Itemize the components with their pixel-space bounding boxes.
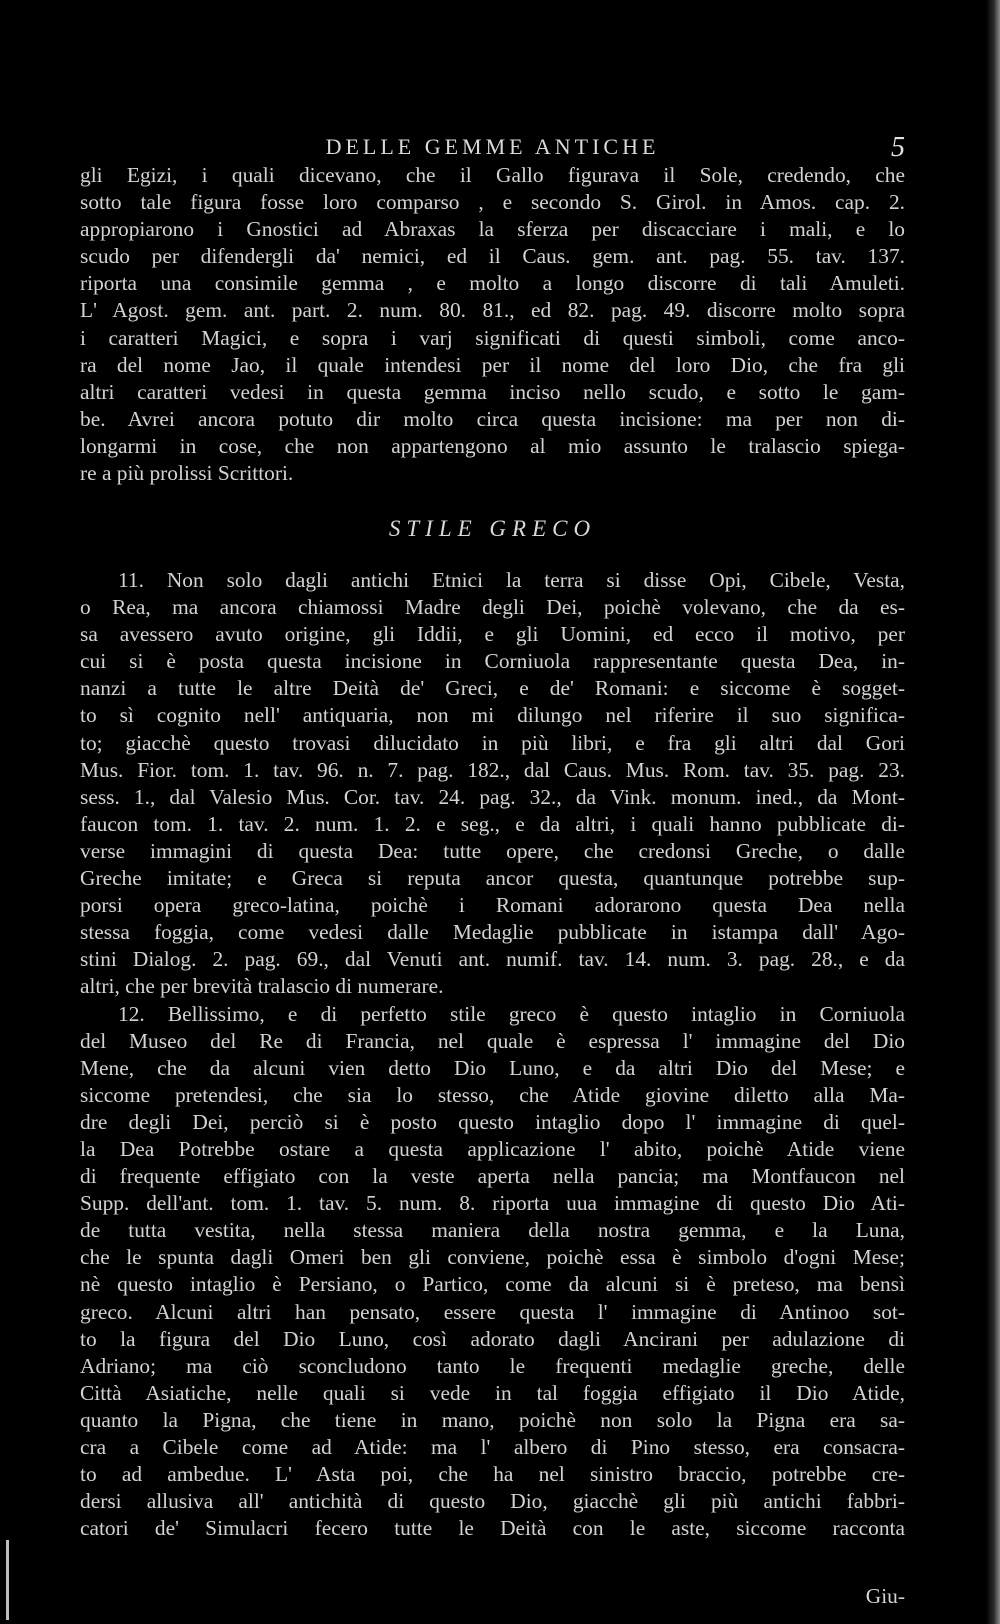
text-line: 11. Non solo dagli antichi Etnici la terra si disse Opi, Cibele, Vesta,	[118, 568, 905, 592]
text-line: sa avessero avuto origine, gli Iddii, e gli Uomini, ed ecco il motivo, per	[80, 622, 905, 647]
text-line: stessa foggia, come vedesi dalle Medaglie pubblicate in istampa dall' Ago-	[80, 920, 905, 945]
text-line: Mus. Fior. tom. 1. tav. 96. n. 7. pag. 182., dal Caus. Mus. Rom. tav. 35. pag. 23.	[80, 757, 905, 782]
text-line: to sì cognito nell' antiquaria, non mi dilungo nel riferire il suo significa-	[80, 703, 905, 728]
text-line: di frequente effigiato con la veste aperta nella pancia; ma Montfaucon nel	[80, 1164, 905, 1189]
section-heading: STILE GRECO	[388, 516, 597, 541]
text-line: stini Dialog. 2. pag. 69., dal Venuti ant. numif. tav. 14. num. 3. pag. 28., e da	[80, 947, 905, 972]
paragraph-block-2	[80, 567, 905, 1542]
text-line: quanto la Pigna, che tiene in mano, poichè non solo la Pigna era sa-	[80, 1407, 905, 1432]
catchword: Giu-	[865, 1584, 905, 1608]
text-line: porsi opera greco-latina, poichè i Romani adorarono questa Dea nella	[80, 893, 905, 918]
text-line: gli Egizi, i quali dicevano, che il Gallo figurava il Sole, credendo, che	[80, 163, 905, 187]
text-line: altri, che per brevità tralascio di numerare.	[80, 974, 444, 999]
paragraph-block-1	[80, 162, 905, 487]
text-line: o Rea, ma ancora chiamossi Madre degli Dei, poichè volevano, che da es-	[80, 595, 905, 620]
text-line: dre degli Dei, perciò si è posto questo intaglio dopo l' immagine di quel-	[80, 1109, 905, 1134]
text-line: Supp. dell'ant. tom. 1. tav. 5. num. 8. riporta uua immagine di questo Dio Ati-	[80, 1191, 905, 1216]
text-line: ra del nome Jao, il quale intendesi per il nome del loro Dio, che fra gli	[80, 352, 905, 377]
text-line: la Dea Potrebbe ostare a questa applicazione l' abito, poichè Atide viene	[80, 1136, 905, 1161]
text-line: greco. Alcuni altri han pensato, essere questa l' immagine di Antinoo sot-	[80, 1299, 905, 1324]
text-line: Città Asiatiche, nelle quali si vede in tal foggia effigiato il Dio Atide,	[80, 1380, 905, 1405]
page-edge-mark	[6, 1540, 9, 1620]
text-line: nanzi a tutte le altre Deità de' Greci, e de' Romani: e siccome è sogget-	[80, 676, 905, 701]
text-line: Mene, che da alcuni vien detto Dio Luno, e da altri Dio del Mese; e	[80, 1055, 905, 1080]
text-line: siccome pretendesi, che sia lo stesso, che Atide giovine diletto alla Ma-	[80, 1082, 905, 1107]
text-line: faucon tom. 1. tav. 2. num. 1. 2. e seg., e da altri, i quali hanno pubblicate di-	[80, 811, 905, 836]
text-line: appropiarono i Gnostici ad Abraxas la sferza per discacciare i mali, e lo	[80, 217, 905, 242]
text-line: nè questo intaglio è Persiano, o Partico, come da alcuni si è preteso, ma bensì	[80, 1272, 905, 1297]
text-line: dersi allusiva all' antichità di questo Dio, giacchè gli più antichi fabbri-	[80, 1489, 905, 1514]
page-edge-shadow	[986, 0, 1000, 1624]
text-line: be. Avrei ancora potuto dir molto circa questa incisione: ma per non di-	[80, 406, 905, 431]
text-line: to; giacchè questo trovasi dilucidato in più libri, e fra gli altri dal Gori	[80, 730, 905, 755]
text-line: i caratteri Magici, e sopra i varj significati di questi simboli, come anco-	[80, 325, 905, 350]
text-line: che le spunta dagli Omeri ben gli conviene, poichè essa è simbolo d'ogni Mese;	[80, 1245, 905, 1270]
text-line: verse immagini di questa Dea: tutte opere, che credonsi Greche, o dalle	[80, 838, 905, 863]
page-number: 5	[891, 132, 905, 163]
running-title: DELLE GEMME ANTICHE	[325, 134, 660, 159]
text-line: cui si è posta questa incisione in Corniuola rappresentante questa Dea, in-	[80, 649, 905, 674]
text-line: sess. 1., dal Valesio Mus. Cor. tav. 24. pag. 32., da Vink. monum. ined., da Mont-	[80, 784, 905, 809]
text-line: to ad ambedue. L' Asta poi, che ha nel sinistro braccio, potrebbe cre-	[80, 1462, 905, 1487]
text-line: cra a Cibele come ad Atide: ma l' albero di Pino stesso, era consacra-	[80, 1435, 905, 1459]
text-line: scudo per difendergli da' nemici, ed il Caus. gem. ant. pag. 55. tav. 137.	[80, 244, 905, 269]
text-line: to la figura del Dio Luno, così adorato dagli Ancirani per adulazione di	[80, 1326, 905, 1351]
text-line: catori de' Simulacri fecero tutte le Deità con le aste, siccome racconta	[80, 1516, 905, 1541]
text-line: L' Agost. gem. ant. part. 2. num. 80. 81., ed 82. pag. 49. discorre molto sopra	[80, 298, 905, 323]
text-line: del Museo del Re di Francia, nel quale è espressa l' immagine del Dio	[80, 1028, 905, 1053]
text-line: re a più prolissi Scrittori.	[80, 461, 294, 486]
text-line: riporta una consimile gemma , e molto a longo discorre di tali Amuleti.	[80, 271, 905, 296]
text-line: Adriano; ma ciò sconcludono tanto le frequenti medaglie greche, delle	[80, 1353, 905, 1378]
text-line: longarmi in cose, che non appartengono al mio assunto le tralascio spiega-	[80, 433, 905, 458]
text-line: de tutta vestita, nella stessa maniera della nostra gemma, e la Luna,	[80, 1218, 905, 1243]
text-line: 12. Bellissimo, e di perfetto stile greco è questo intaglio in Corniuola	[118, 1001, 905, 1026]
text-line: sotto tale figura fosse loro comparso , e secondo S. Girol. in Amos. cap. 2.	[80, 190, 905, 215]
text-line: altri caratteri vedesi in questa gemma inciso nello scudo, e sotto le gam-	[80, 379, 905, 404]
text-line: Greche imitate; e Greca si reputa ancor questa, quantunque potrebbe sup-	[80, 866, 905, 891]
